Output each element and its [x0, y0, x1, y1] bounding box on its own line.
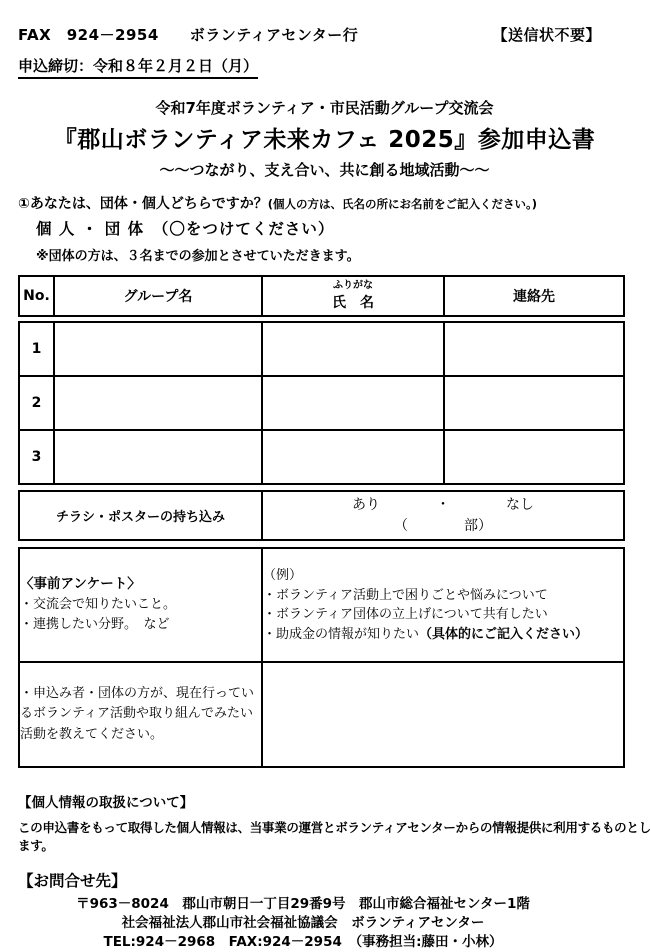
- survey-item-1: ・交流会で知りたいこと。: [20, 597, 177, 613]
- contact-tel-fax-line: TEL:924－2968 FAX:924－2954 （事務担当:藤田・小林）: [103, 933, 503, 950]
- deadline-row: [18, 55, 651, 79]
- event-title: 令和7年度ボランティア・市民活動グループ交流会: [155, 99, 494, 117]
- participant-rows-table: [18, 321, 625, 485]
- fax-destination-line: FAX 924－2954 ボランティアセンター行: [18, 26, 359, 44]
- contact-cell-row3: [444, 430, 624, 484]
- individual-group-choice: 個 人 ・ 団 体 （〇をつけてください）: [36, 220, 335, 238]
- group-limit-note: ※団体の方は、３名までの参加とさせていただきます。: [36, 249, 360, 264]
- title-block: [18, 97, 651, 180]
- survey-example-cell: [262, 548, 624, 662]
- form-subtitle: ～～つながり、支え合い、共に創る地域活動～～: [159, 161, 490, 179]
- group-name-cell-row3: [54, 430, 262, 484]
- current-activity-answer-cell: [262, 662, 624, 767]
- furigana-label: ふりがな: [333, 280, 373, 291]
- current-activity-question: ・申込み者・団体の方が、現在行っているボランティア活動や取り組んでみたい活動を教えてください。: [20, 686, 255, 742]
- participant-row-3: [19, 430, 624, 484]
- contact-cell-row2: [444, 376, 624, 430]
- participant-row-2: [19, 376, 624, 430]
- row-number-3: 3: [19, 430, 54, 484]
- participant-table-header: [18, 275, 625, 317]
- survey-item-2: ・連携したい分野。 など: [20, 617, 170, 633]
- no-cover-sheet-label: 【送信状不要】: [492, 26, 601, 44]
- column-header-contact: 連絡先: [444, 276, 624, 316]
- row-number-1: 1: [19, 322, 54, 376]
- flyer-bring-in-label: チラシ・ポスターの持ち込み: [19, 491, 262, 540]
- fax-header-row: [18, 24, 651, 45]
- name-cell-row2: [262, 376, 444, 430]
- column-header-no: No.: [19, 276, 54, 316]
- survey-title: 〈事前アンケート〉: [20, 576, 141, 593]
- contact-address-block: [18, 895, 588, 952]
- flyer-row: [19, 491, 624, 540]
- column-header-group-name: グループ名: [54, 276, 262, 316]
- question1-line: [18, 193, 651, 213]
- example-item-3-note: （具体的にご記入ください）: [419, 626, 589, 642]
- survey-row: [19, 548, 624, 662]
- example-item-1: ・ボランティア活動上で困りごとや悩みについて: [263, 587, 548, 603]
- name-cell-row3: [262, 430, 444, 484]
- form-main-title: 『郡山ボランティア未来カフェ 2025』参加申込書: [53, 127, 596, 153]
- contact-address-line2: 社会福祉法人郡山市社会福祉協議会 ボランティアセンター: [121, 914, 485, 931]
- privacy-body: この申込書をもって取得した個人情報は、当事業の運営とボランティアセンターからの情報提供に利用するものとします。: [18, 820, 651, 853]
- contact-address-line1: 〒963－8024 郡山市朝日一丁目29番9号 郡山市総合福祉センター1階: [76, 896, 530, 912]
- flyer-table: [18, 490, 625, 541]
- privacy-section: [18, 791, 651, 854]
- name-cell-row1: [262, 322, 444, 376]
- flyer-yes-no-options: あり ・ なし: [352, 497, 534, 514]
- example-item-2: ・ボランティア団体の立上げについて共有したい: [263, 607, 548, 622]
- name-label: 氏 名: [332, 295, 374, 311]
- flyer-copies-blank: （ 部）: [394, 517, 492, 534]
- current-activity-question-cell: [19, 662, 262, 767]
- example-title: （例）: [263, 568, 303, 583]
- privacy-title: 【個人情報の取扱について】: [18, 795, 194, 811]
- contact-cell-row1: [444, 322, 624, 376]
- survey-question-cell: [19, 548, 262, 662]
- example-item-3: [263, 625, 623, 645]
- group-name-cell-row2: [54, 376, 262, 430]
- group-name-cell-row1: [54, 322, 262, 376]
- survey-table: [18, 547, 625, 768]
- contact-section: [18, 869, 651, 952]
- participant-row-1: [19, 322, 624, 376]
- column-header-name: [262, 276, 444, 316]
- example-item-3-text: ・助成金の情報が知りたい: [263, 626, 420, 642]
- contact-title: 【お問合せ先】: [18, 872, 127, 890]
- question1-lead: ①あなたは、団体・個人どちらですか？: [18, 196, 268, 212]
- row-number-2: 2: [19, 376, 54, 430]
- current-activity-row: [19, 662, 624, 767]
- flyer-answer-cell: [262, 491, 624, 540]
- question1-inline-note: (個人の方は、氏名の所にお名前をご記入ください。): [267, 197, 537, 211]
- application-deadline: 申込締切：令和８年２月２日（月）: [18, 55, 258, 79]
- question1-block: [18, 193, 651, 264]
- table-header-row: [19, 276, 624, 316]
